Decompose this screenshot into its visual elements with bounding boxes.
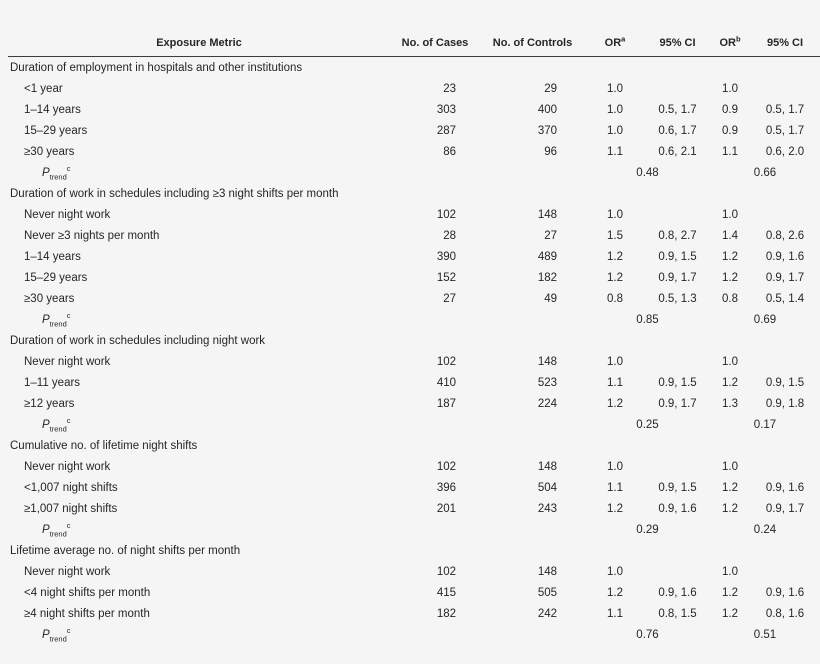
cases-value: 390 (436, 250, 456, 263)
row-label: 1–11 years (24, 376, 81, 389)
or-b-value: 0.8 (722, 292, 738, 305)
cases-value: 102 (436, 208, 456, 221)
p-trend-footnote-mark: c (66, 163, 71, 173)
table-row (8, 78, 820, 99)
ci-b-value: 0.5, 1.4 (765, 292, 805, 305)
cases-value: 102 (436, 460, 456, 473)
p-trend-a-value: 0.85 (636, 313, 659, 326)
empty-cell (390, 624, 480, 645)
or-a-value: 1.0 (607, 124, 623, 137)
row-label: ≥4 night shifts per month (24, 607, 150, 620)
ci-b-value (750, 456, 820, 477)
row-label: <4 night shifts per month (24, 586, 151, 599)
or-b-value: 1.2 (722, 250, 738, 263)
empty-cell (480, 309, 585, 330)
col-header-ci-a: 95% CI (659, 37, 696, 49)
or-a-value: 1.2 (607, 586, 623, 599)
ci-b-value (750, 561, 820, 582)
table-row (8, 204, 820, 225)
ci-b-value: 0.5, 1.7 (765, 103, 805, 116)
ci-a-value: 0.6, 2.1 (658, 145, 697, 158)
or-a-value: 1.2 (607, 271, 623, 284)
p-trend-subscript: trend (49, 171, 67, 181)
table-row (8, 267, 820, 288)
p-trend-b-value: 0.66 (753, 166, 777, 179)
p-trend-b-value: 0.51 (753, 628, 777, 641)
table-row (8, 603, 820, 624)
controls-value: 243 (537, 502, 557, 515)
row-label: ≥12 years (24, 397, 75, 410)
or-a-value: 1.1 (607, 145, 623, 158)
table-body (8, 57, 820, 646)
ci-b-value: 0.9, 1.6 (765, 586, 805, 599)
row-label: 1–14 years (24, 103, 81, 116)
ci-a-value: 0.9, 1.6 (658, 502, 697, 515)
or-a-value: 1.0 (607, 82, 623, 95)
or-a-value: 1.1 (607, 607, 623, 620)
or-b-value: 1.0 (722, 460, 738, 473)
p-trend-b-value: 0.17 (753, 418, 777, 431)
ci-a-value: 0.6, 1.7 (658, 124, 697, 137)
or-b-value: 1.0 (722, 355, 738, 368)
p-trend-subscript: trend (49, 528, 67, 538)
p-trend-footnote-mark: c (66, 625, 71, 635)
ci-a-value: 0.8, 1.5 (658, 607, 697, 620)
p-trend-row (8, 162, 820, 183)
empty-cell (390, 309, 480, 330)
header-row (8, 30, 820, 57)
controls-value: 148 (537, 565, 557, 578)
p-trend-subscript: trend (49, 633, 67, 643)
or-a-value: 1.0 (607, 103, 623, 116)
ci-b-value: 0.6, 2.0 (765, 145, 805, 158)
col-header-cases: No. of Cases (401, 37, 469, 49)
cases-value: 303 (436, 103, 456, 116)
controls-value: 27 (544, 229, 557, 242)
controls-value: 523 (537, 376, 557, 389)
p-trend-footnote-mark: c (66, 310, 71, 320)
p-trend-row (8, 309, 820, 330)
cases-value: 182 (436, 607, 456, 620)
controls-value: 182 (537, 271, 557, 284)
controls-value: 148 (537, 355, 557, 368)
table-header (8, 30, 820, 57)
controls-value: 505 (537, 586, 557, 599)
section-row (8, 330, 820, 351)
exposure-table (8, 30, 820, 645)
cases-value: 102 (436, 355, 456, 368)
ci-a-value: 0.9, 1.5 (658, 250, 697, 263)
p-trend-symbol: P (42, 628, 50, 641)
p-trend-label (8, 162, 390, 183)
row-label: ≥30 years (24, 145, 75, 158)
p-trend-a-value: 0.48 (636, 166, 659, 179)
section-row (8, 183, 820, 204)
table-row (8, 372, 820, 393)
p-trend-symbol: P (42, 523, 50, 536)
ci-a-value (645, 204, 710, 225)
table-row (8, 120, 820, 141)
or-b-value: 1.0 (722, 82, 738, 95)
col-header-controls: No. of Controls (492, 37, 573, 49)
or-a-label: OR (604, 37, 622, 49)
ci-b-value: 0.9, 1.7 (765, 502, 805, 515)
empty-cell (390, 162, 480, 183)
ci-b-value: 0.9, 1.5 (765, 376, 805, 389)
table-row (8, 225, 820, 246)
or-a-value: 1.2 (607, 397, 623, 410)
col-header-or-a (585, 30, 645, 57)
or-b-label: OR (719, 37, 736, 49)
row-label: <1 year (24, 82, 63, 95)
or-b-value: 1.0 (722, 565, 738, 578)
row-label: Never ≥3 nights per month (24, 229, 160, 242)
p-trend-label (8, 519, 390, 540)
ci-a-value: 0.5, 1.7 (658, 103, 697, 116)
row-label: ≥30 years (24, 292, 75, 305)
section-row (8, 435, 820, 456)
or-b-value: 1.2 (722, 586, 738, 599)
table-row (8, 99, 820, 120)
cases-value: 187 (436, 397, 456, 410)
ci-a-value: 0.9, 1.6 (658, 586, 697, 599)
col-header-ci-b: 95% CI (766, 37, 804, 49)
controls-value: 224 (537, 397, 557, 410)
cases-value: 102 (436, 565, 456, 578)
or-b-value: 1.2 (722, 376, 738, 389)
section-title: Duration of employment in hospitals and other institutions (10, 61, 303, 74)
cases-value: 28 (443, 229, 456, 242)
p-trend-row (8, 624, 820, 645)
cases-value: 415 (436, 586, 456, 599)
ci-a-value: 0.8, 2.7 (658, 229, 697, 242)
ci-b-value: 0.8, 1.6 (765, 607, 805, 620)
row-label: 15–29 years (24, 124, 88, 137)
or-b-value: 1.0 (722, 208, 738, 221)
empty-cell (480, 162, 585, 183)
cases-value: 23 (443, 82, 456, 95)
row-label: <1,007 night shifts (24, 481, 118, 494)
or-a-value: 1.0 (607, 208, 623, 221)
controls-value: 96 (544, 145, 557, 158)
controls-value: 504 (537, 481, 557, 494)
section-row (8, 540, 820, 561)
section-row (8, 57, 820, 79)
ci-a-value (645, 78, 710, 99)
section-title: Lifetime average no. of night shifts per month (10, 544, 241, 557)
table-row (8, 582, 820, 603)
p-trend-symbol: P (42, 166, 50, 179)
controls-value: 370 (537, 124, 557, 137)
ci-b-value: 0.9, 1.6 (765, 481, 805, 494)
controls-value: 29 (544, 82, 557, 95)
cases-value: 396 (436, 481, 456, 494)
cases-value: 86 (443, 145, 456, 158)
or-a-value: 1.0 (607, 565, 623, 578)
or-a-value: 1.5 (607, 229, 623, 242)
empty-cell (390, 519, 480, 540)
table-row (8, 477, 820, 498)
or-a-value: 1.0 (607, 460, 623, 473)
ci-b-value: 0.5, 1.7 (765, 124, 805, 137)
empty-cell (480, 414, 585, 435)
controls-value: 148 (537, 208, 557, 221)
table-row (8, 393, 820, 414)
p-trend-symbol: P (42, 418, 50, 431)
table-row (8, 498, 820, 519)
ci-b-value (750, 204, 820, 225)
ci-a-value: 0.9, 1.7 (658, 271, 697, 284)
p-trend-a-value: 0.29 (636, 523, 659, 536)
row-label: 15–29 years (24, 271, 88, 284)
p-trend-footnote-mark: c (66, 520, 71, 530)
section-title: Duration of work in schedules including night work (10, 334, 266, 347)
section-title: Duration of work in schedules including ≥3 night shifts per month (10, 187, 339, 200)
table-row (8, 351, 820, 372)
ci-b-value: 0.9, 1.6 (765, 250, 805, 263)
table-row (8, 561, 820, 582)
table-row (8, 288, 820, 309)
or-b-value: 1.1 (722, 145, 738, 158)
p-trend-b-value: 0.69 (753, 313, 777, 326)
ci-a-value: 0.9, 1.7 (658, 397, 697, 410)
or-a-value: 0.8 (607, 292, 623, 305)
row-label: Never night work (24, 208, 111, 221)
col-header-exposure-metric: Exposure Metric (156, 37, 242, 49)
cases-value: 152 (436, 271, 456, 284)
p-trend-label (8, 309, 390, 330)
or-b-value: 1.2 (722, 271, 738, 284)
or-a-value: 1.1 (607, 481, 623, 494)
or-b-value: 0.9 (722, 124, 738, 137)
or-b-value: 1.2 (722, 502, 738, 515)
p-trend-a-value: 0.25 (636, 418, 659, 431)
col-header-or-b (710, 30, 750, 57)
ci-b-value: 0.9, 1.8 (765, 397, 805, 410)
empty-cell (480, 624, 585, 645)
p-trend-subscript: trend (49, 423, 67, 433)
or-a-value: 1.0 (607, 355, 623, 368)
p-trend-subscript: trend (49, 318, 67, 328)
or-b-value: 1.2 (722, 481, 738, 494)
or-b-footnote-mark: b (735, 34, 741, 44)
controls-value: 49 (544, 292, 557, 305)
controls-value: 242 (537, 607, 557, 620)
p-trend-footnote-mark: c (66, 415, 71, 425)
ci-b-value: 0.9, 1.7 (765, 271, 805, 284)
table-row (8, 456, 820, 477)
cases-value: 27 (443, 292, 456, 305)
p-trend-label (8, 414, 390, 435)
or-a-value: 1.2 (607, 250, 623, 263)
row-label: Never night work (24, 355, 111, 368)
ci-b-value (750, 351, 820, 372)
ci-a-value: 0.5, 1.3 (658, 292, 697, 305)
row-label: Never night work (24, 460, 111, 473)
controls-value: 489 (537, 250, 557, 263)
cases-value: 201 (436, 502, 456, 515)
table-row (8, 246, 820, 267)
p-trend-row (8, 519, 820, 540)
empty-cell (390, 414, 480, 435)
ci-a-value: 0.9, 1.5 (658, 481, 697, 494)
p-trend-row (8, 414, 820, 435)
empty-cell (480, 519, 585, 540)
p-trend-label (8, 624, 390, 645)
ci-a-value (645, 561, 710, 582)
ci-a-value (645, 351, 710, 372)
p-trend-symbol: P (42, 313, 50, 326)
cases-value: 287 (436, 124, 456, 137)
row-label: 1–14 years (24, 250, 81, 263)
row-label: ≥1,007 night shifts (24, 502, 118, 515)
or-b-value: 1.2 (722, 607, 738, 620)
or-b-value: 0.9 (722, 103, 738, 116)
ci-a-value: 0.9, 1.5 (658, 376, 697, 389)
ci-a-value (645, 456, 710, 477)
or-b-value: 1.4 (722, 229, 738, 242)
controls-value: 400 (537, 103, 557, 116)
cases-value: 410 (436, 376, 456, 389)
or-a-footnote-mark: a (621, 34, 626, 44)
table-row (8, 141, 820, 162)
controls-value: 148 (537, 460, 557, 473)
or-a-value: 1.1 (607, 376, 623, 389)
or-b-value: 1.3 (722, 397, 738, 410)
row-label: Never night work (24, 565, 111, 578)
or-a-value: 1.2 (607, 502, 623, 515)
p-trend-b-value: 0.24 (753, 523, 777, 536)
p-trend-a-value: 0.76 (636, 628, 659, 641)
ci-b-value: 0.8, 2.6 (765, 229, 805, 242)
ci-b-value (750, 78, 820, 99)
section-title: Cumulative no. of lifetime night shifts (10, 439, 198, 452)
